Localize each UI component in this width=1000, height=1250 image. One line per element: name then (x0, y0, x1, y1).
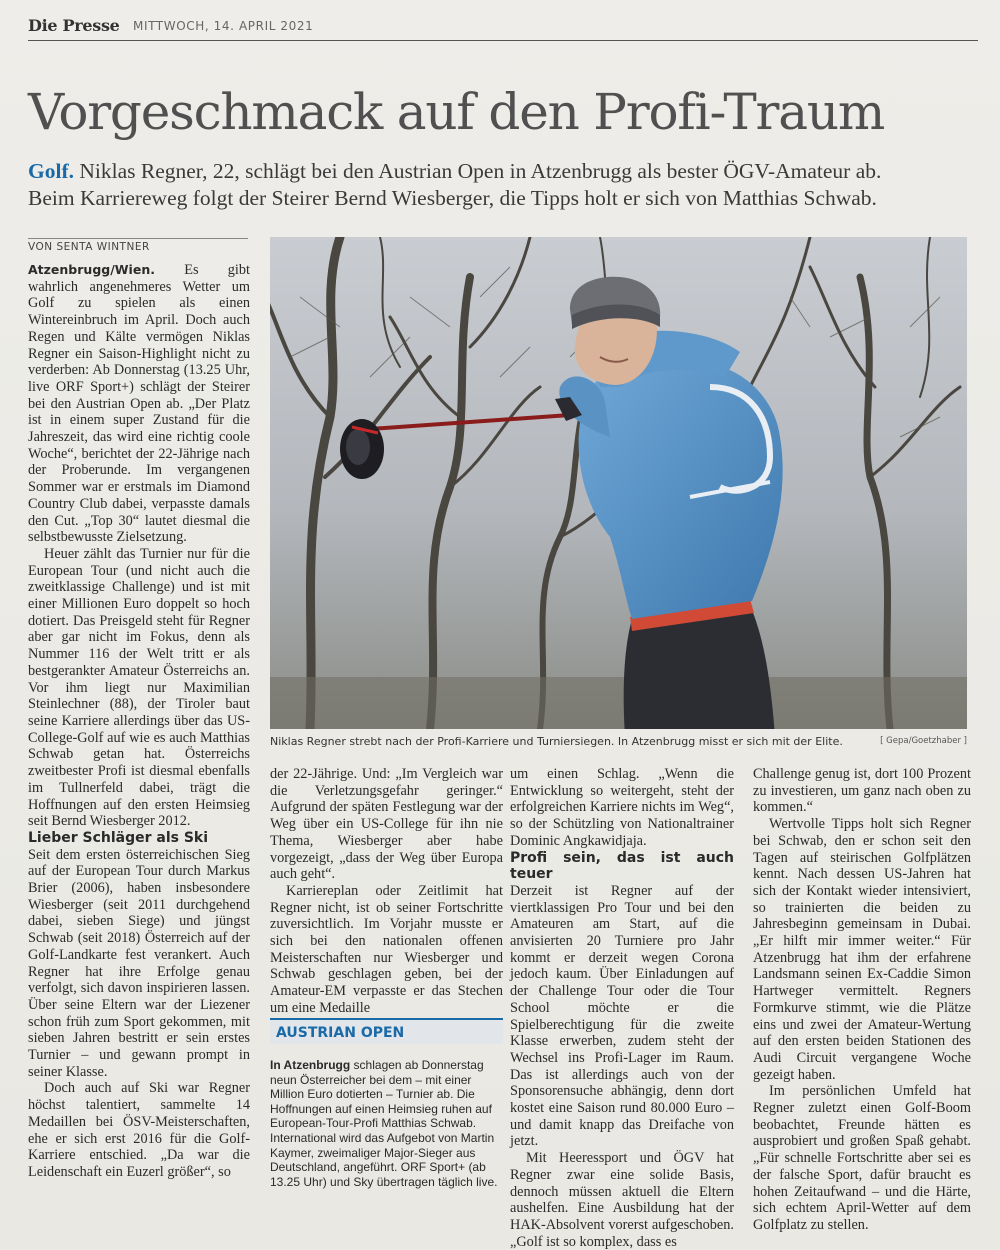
subheading-ski: Lieber Schläger als Ski (28, 829, 209, 846)
deck-line-2: Beim Karriereweg folgt der Steirer Bernd Wiesberger, die Tipps holt er sich von Matthias Schwab. (28, 186, 877, 210)
infobox-text: schlagen ab Donnerstag neun Österreicher bei dem – mit einer Million Euro dotierten – Turnier ab. Die Hoffnungen auf einen Heimsieg ruhen auf European-Tour-Profi Matthias Schwab. International wird das Aufgebot von Martin Kaymer, zweimaliger Major-Sieger aus Deutschland, angeführt. ORF Sport+ (ab 13.25 Uhr) und Sky übertragen täglich live. (270, 1058, 498, 1189)
infobox-body (270, 1058, 503, 1189)
deck-line-1: Niklas Regner, 22, schlägt bei den Austrian Open in Atzenbrugg als bester ÖGV-Amateur ab. (79, 159, 882, 183)
article-column-4 (753, 766, 971, 1234)
infobox-austrian-open (270, 1018, 503, 1218)
caption-text: Niklas Regner strebt nach der Profi-Karriere und Turniersiegen. In Atzenbrugg misst er sich mit der Elite. (270, 735, 843, 748)
col1-paragraph-2: Heuer zählt das Turnier nur für die European Tour (und nicht auch die zweitklassige Challenge) und ist mit einer Millionen Euro doppelt so hoch dotiert. Das Preisgeld steht für Regner aber gar nicht im Fokus, denn als Nummer 116 der Welt tritt er als bestgerankter Amateur Österreichs an. Vor ihm liegt nur Maximilian Steinlechner (88), der Tiroler baut seine Karriere allerdings über das US-College-Golf auf wie es auch Matthias Schwab getan hat. Österreichs zweitbester Profi ist diesmal ebenfalls im Tullnerfeld dabei, trägt die Hoffnungen auf den ersten Heimsieg seit Bernd Wiesberger 2012. (28, 545, 250, 830)
byline: VON SENTA WINTNER (28, 238, 248, 253)
col3-paragraph-1: um einen Schlag. „Wenn die Entwicklung so weitergeht, steht der erfolgreichen Karriere nichts im Weg“, so der Schützling von Nationaltrainer Dominic Angkawidjaja. (510, 766, 734, 849)
col3-paragraph-3: Mit Heeressport und ÖGV hat Regner zwar eine solide Basis, dennoch müssen aktuell die Eltern aushelfen. Eine Ausbildung hat der HAK-Absolvent vorerst aufgeschoben. „Golf ist so komplex, dass es (510, 1150, 734, 1250)
dateline-label: Atzenbrugg/Wien. (28, 262, 155, 277)
col3-paragraph-2: Derzeit ist Regner auf der viertklassigen Pro Tour und bei den Amateuren am Start, auf die anvisierten 20 Turniere pro Jahr kommt er derzeit wegen Corona jedoch kaum. Über Einladungen auf der Challenge Tour oder die Tour School möchte er die Spielberechtigung für die zweite Klasse erwerben, zudem steht der Wechsel ins Profi-Lager im Raum. Das ist allerdings auch von der Sponsorensuche abhängig, denn dort kostet eine Saison rund 80.000 Euro – und damit knapp das Dreifache von jetzt. (510, 882, 734, 1150)
golfer-photo (270, 237, 967, 729)
col2-paragraph-2: Karriereplan oder Zeitlimit hat Regner nicht, ist ob seiner Fortschritte zuversichtlich. Im Vorjahr musste er sich bei den nationalen offenen Meisterschaften nur Wiesberger und Schwab geschlagen geben, bei der Amateur-EM verpasste er das Stechen um eine Medaille (270, 882, 503, 1016)
golfer-photo-illustration (270, 237, 967, 729)
col4-paragraph-1: Challenge genug ist, dort 100 Prozent zu investieren, um ganz nach oben zu kommen.“ (753, 766, 971, 816)
article-deck (28, 158, 978, 212)
article-column-1 (28, 262, 250, 1181)
subheading-profi: Profi sein, das ist auch teuer (510, 849, 734, 883)
col1-paragraph-3: Seit dem ersten österreichischen Sieg auf der European Tour durch Markus Brier (2006), haben insbesondere Wiesberger (seit 2011 durchgehend dabei, sieben Siege) und jüngst Schwab (seit 2018) Österreich auf der Golf-Landkarte fest verankert. Auch Regner hat ihre Erfolge genau verfolgt, sich davon inspirieren lassen. Über seine Eltern war der Liezener schon früh zum Sport gekommen, mit sieben Jahren bestritt er sein erstes Turnier – und gewann prompt in seiner Klasse. (28, 846, 250, 1080)
col1-paragraph-1: Es gibt wahrlich angenehmeres Wetter um Golf zu spielen als einen Wintereinbruch im April. Doch auch Regen und Kälte vermögen Niklas Regner ein Saison-Highlight nicht zu verderben: Ab Donnerstag (13.25 Uhr, live ORF Sport+) schlägt der Steirer bei den Austrian Open ab. „Der Platz ist in einem super Zustand für die Jahreszeit, das wird eine richtig coole Woche“, berichtet der 22-Jährige nach der Proberunde. Im vergangenen Sommer war er erstmals im Diamond Country Club dabei, verpasste damals den Cut. „Top 30“ lautet diesmal die selbstbewusste Zielsetzung. (28, 262, 250, 546)
col1-paragraph-4: Doch auch auf Ski war Regner höchst talentiert, sammelte 14 Medaillen bei ÖSV-Meisterschaften, ehe er sich erst 2016 für die Golf-Karriere entschied. „Da war die Leidenschaft ein Euzerl größer“, so (28, 1080, 250, 1180)
newspaper-logo: Die Presse (28, 16, 120, 35)
article-column-2 (270, 766, 503, 1017)
col4-paragraph-2: Wertvolle Tipps holt sich Regner bei Schwab, den er schon seit den Tagen auf steirischen Golfplätzen kennt. Nach dessen US-Jahren hat sich der Kontakt wieder intensiviert, so trainierten die beiden zu Jahresbeginn gemeinsam in Dubai. „Er hilft mir immer weiter.“ Für Atzenbrugg hat ihm der erfahrene Landsmann seinen Ex-Caddie Simon Hartweger vermittelt. Regners Formkurve stimmt, wie die Plätze eins und zwei der Amateur-Wertung auf den ersten beiden Stationen des Audi Circuit vergangene Woche gezeigt haben. (753, 816, 971, 1083)
article-column-3 (510, 766, 734, 1250)
issue-date: MITTWOCH, 14. APRIL 2021 (133, 19, 314, 33)
photo-credit: [ Gepa/Goetzhaber ] (880, 736, 967, 746)
masthead (28, 14, 978, 41)
infobox-title: AUSTRIAN OPEN (270, 1018, 503, 1044)
col2-paragraph-1: der 22-Jährige. Und: „Im Vergleich war die Verletzungsgefahr geringer.“ Aufgrund der späten Festlegung war der Weg über ein US-College für ihn nie Thema, Wiesberger aber habe vorgezeigt, „dass der Weg über Europa auch geht“. (270, 766, 503, 883)
infobox-lead: In Atzenbrugg (270, 1058, 351, 1072)
photo-caption (270, 735, 967, 749)
deck-label: Golf. (28, 159, 74, 183)
article-headline: Vorgeschmack auf den Profi-Traum (28, 83, 885, 141)
col4-paragraph-3: Im persönlichen Umfeld hat Regner zuletzt einen Golf-Boom beobachtet, Freunde hätten es ausprobiert und großen Spaß gehabt. „Für schnelle Fortschritte aber sei es der falsche Sport, dafür braucht es hohen Zeitaufwand – und die Härte, sich echtem April-Wetter auf dem Golfplatz zu stellen. (753, 1083, 971, 1233)
